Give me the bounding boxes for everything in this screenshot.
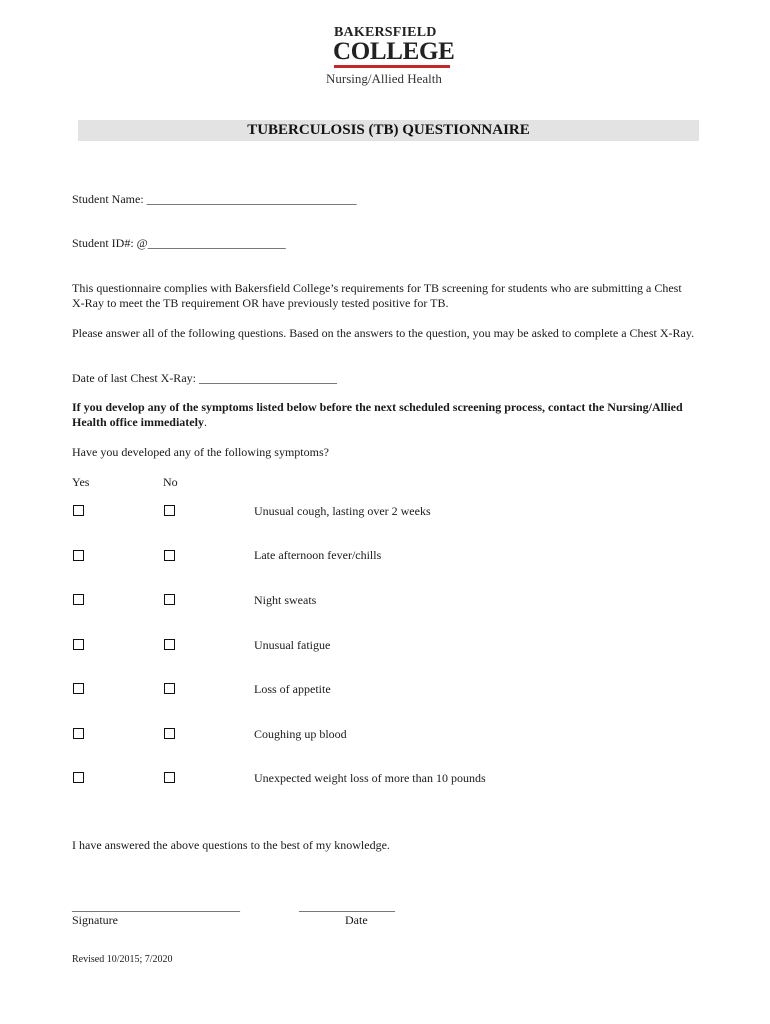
logo-line-bakersfield: BAKERSFIELD — [334, 25, 437, 40]
yes-checkbox[interactable] — [73, 772, 84, 783]
yes-checkbox[interactable] — [73, 639, 84, 650]
symptom-label: Coughing up blood — [254, 727, 347, 741]
logo-line-college: COLLEGE — [333, 38, 455, 65]
student-name-field[interactable]: Student Name: ___________________________________ — [72, 192, 357, 206]
logo-red-rule — [334, 65, 450, 68]
date-line[interactable]: ________________ — [299, 899, 395, 913]
no-checkbox[interactable] — [164, 728, 175, 739]
chest-xray-date-field[interactable]: Date of last Chest X-Ray: _______________________ — [72, 371, 337, 385]
symptom-question: Have you developed any of the following symptoms? — [72, 445, 329, 459]
yes-checkbox[interactable] — [73, 550, 84, 561]
logo-line-department: Nursing/Allied Health — [326, 71, 442, 86]
no-checkbox[interactable] — [164, 639, 175, 650]
symptom-label: Unusual fatigue — [254, 638, 331, 652]
no-checkbox[interactable] — [164, 594, 175, 605]
no-checkbox[interactable] — [164, 683, 175, 694]
date-label: Date — [345, 913, 368, 927]
no-checkbox[interactable] — [164, 772, 175, 783]
symptom-label: Loss of appetite — [254, 682, 331, 696]
yes-column-header: Yes — [72, 475, 90, 489]
warning-period: . — [203, 415, 207, 429]
symptom-label: Night sweats — [254, 593, 317, 607]
warning-paragraph — [72, 400, 697, 430]
page-title: TUBERCULOSIS (TB) QUESTIONNAIRE — [78, 120, 699, 141]
signature-line[interactable]: ____________________________ — [72, 899, 240, 913]
attestation-statement: I have answered the above questions to the best of my knowledge. — [72, 838, 390, 852]
yes-checkbox[interactable] — [73, 683, 84, 694]
intro-paragraph: This questionnaire complies with Bakersfield College’s requirements for TB screening for students who are submitting a Chest X-Ray to meet the TB requirement OR have previously tested positive for TB. — [72, 281, 682, 310]
symptom-label: Unusual cough, lasting over 2 weeks — [254, 504, 431, 518]
warning-bold-text: If you develop any of the symptoms listed below before the next scheduled screening process, contact the Nursing/Allied Health office immediately — [72, 400, 683, 429]
symptom-label: Late afternoon fever/chills — [254, 548, 382, 562]
signature-label: Signature — [72, 913, 118, 927]
no-checkbox[interactable] — [164, 505, 175, 516]
revision-note: Revised 10/2015; 7/2020 — [72, 954, 173, 965]
no-column-header: No — [163, 475, 178, 489]
yes-checkbox[interactable] — [73, 728, 84, 739]
no-checkbox[interactable] — [164, 550, 175, 561]
college-logo — [326, 26, 454, 88]
instructions-paragraph: Please answer all of the following questions. Based on the answers to the question, you may be asked to complete a Chest X-Ray. — [72, 326, 695, 340]
student-id-field[interactable]: Student ID#: @_______________________ — [72, 236, 286, 250]
yes-checkbox[interactable] — [73, 594, 84, 605]
yes-checkbox[interactable] — [73, 505, 84, 516]
symptom-label: Unexpected weight loss of more than 10 pounds — [254, 771, 486, 785]
